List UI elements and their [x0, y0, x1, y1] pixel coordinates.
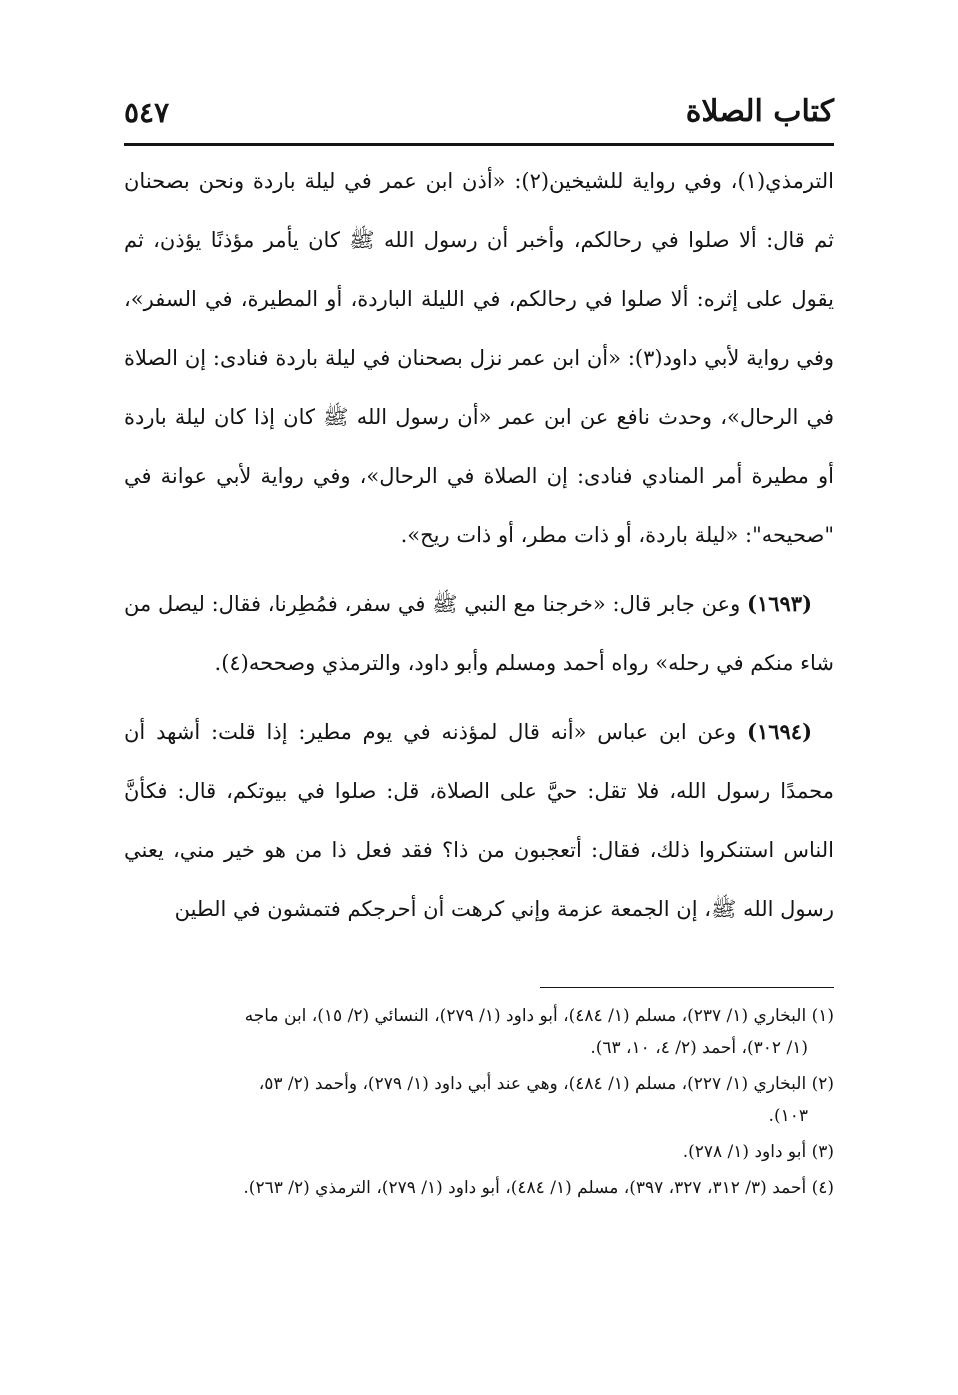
paragraph-continuation: الترمذي(١)، وفي رواية للشيخين(٢): «أذن ابن عمر في ليلة باردة ونحن بصحنان ثم قال: ألا صلوا في رحالكم، وأخبر أن رسول الله ﷺ كان يأمر مؤذنًا يؤذن، ثم يقول على إثره: ألا صلوا في رحالكم، في الليلة الباردة، أو المطيرة، في السفر»، وفي رواية لأبي داود(٣): «أن ابن عمر نزل بصحنان في ليلة باردة فنادى: إن الصلاة في الرحال»، وحدث نافع عن ابن عمر «أن رسول الله ﷺ كان إذا كان ليلة باردة أو مطيرة أمر المنادي فنادى: إن الصلاة في الرحال»، وفي رواية لأبي عوانة في "صحيحه": «ليلة باردة، أو ذات مطر، أو ذات ريح».: [124, 169, 834, 547]
hadith-number: (١٦٩٤): [747, 719, 812, 744]
footnote-line: (١) البخاري (١/ ٢٣٧)، مسلم (١/ ٤٨٤)، أبو داود (١/ ٢٧٩)، النسائي (٢/ ١٥)، ابن ماجه: [244, 1006, 834, 1026]
hadith-text: وعن جابر قال: «خرجنا مع النبي ﷺ في سفر، فمُطِرنا، فقال: ليصل من شاء منكم في رحله» رواه أحمد ومسلم وأبو داود، والترمذي وصححه(٤).: [124, 592, 834, 675]
page-number: ٥٤٧: [124, 96, 170, 129]
hadith-1693: [124, 574, 834, 693]
footnote-line: (٤) أحمد (٣/ ٣١٢، ٣٢٧، ٣٩٧)، مسلم (١/ ٤٨٤)، أبو داود (١/ ٢٧٩)، الترمذي (٢/ ٢٦٣).: [243, 1178, 834, 1198]
hadith-1694: [124, 702, 834, 939]
footnote-2: [124, 1068, 834, 1132]
header-divider: [124, 143, 834, 146]
footnote-line: (٣) أبو داود (١/ ٢٧٨).: [682, 1142, 834, 1162]
footnote-line: ١٠٣).: [768, 1106, 808, 1126]
footnote-divider: [540, 987, 834, 988]
footnote-1: [124, 1000, 834, 1064]
running-header: [124, 88, 834, 144]
footnote-3: [124, 1136, 834, 1168]
footnote-4: [124, 1172, 834, 1204]
footnote-line: (١/ ٣٠٢)، أحمد (٢/ ٤، ١٠، ٦٣).: [590, 1038, 808, 1058]
main-text: [124, 152, 834, 948]
hadith-text: وعن ابن عباس «أنه قال لمؤذنه في يوم مطير: إذا قلت: أشهد أن محمدًا رسول الله، فلا تقل: حيَّ على الصلاة، قل: صلوا في بيوتكم، قال: فكأنَّ الناس استنكروا ذلك، فقال: أتعجبون من ذا؟ فقد فعل ذا من هو خير مني، يعني رسول الله ﷺ، إن الجمعة عزمة وإني كرهت أن أحرجكم فتمشون في الطين: [124, 720, 834, 921]
chapter-title: كتاب الصلاة: [685, 94, 834, 129]
footnotes: [124, 1000, 834, 1208]
hadith-number: (١٦٩٣): [747, 591, 812, 616]
footnote-line: (٢) البخاري (١/ ٢٢٧)، مسلم (١/ ٤٨٤)، وهي عند أبي داود (١/ ٢٧٩)، وأحمد (٢/ ٥٣،: [258, 1074, 834, 1094]
